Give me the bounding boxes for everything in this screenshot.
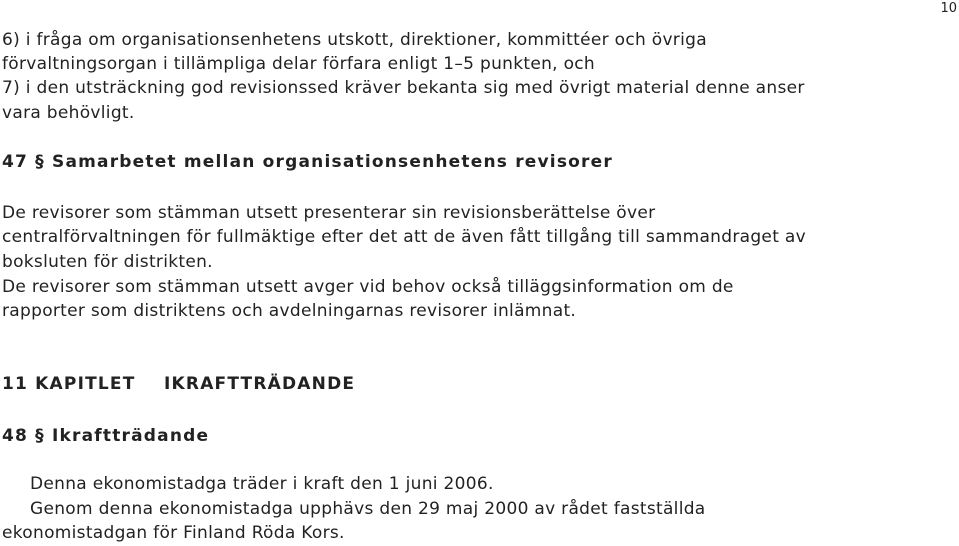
- intro-line: vara behövligt.: [2, 103, 135, 123]
- intro-line: 7) i den utsträckning god revisionssed kräver bekanta sig med övrigt material denne anser: [2, 78, 805, 98]
- section-48-paragraph-line: Genom denna ekonomistadga upphävs den 29 maj 2000 av rådet fastställda: [30, 499, 706, 519]
- section-48-heading: 48 § Ikraftträdande: [2, 426, 210, 446]
- intro-line: 6) i fråga om organisationsenhetens utskott, direktioner, kommittéer och övriga: [2, 30, 707, 50]
- section-47-heading: 47 § Samarbetet mellan organisationsenhetens revisorer: [2, 152, 613, 172]
- section-47-paragraph-line: boksluten för distrikten.: [2, 252, 213, 272]
- section-48-paragraph-line: ekonomistadgan för Finland Röda Kors.: [2, 523, 345, 543]
- intro-line: förvaltningsorgan i tillämpliga delar förfara enligt 1–5 punkten, och: [2, 54, 595, 74]
- section-47-paragraph-line: centralförvaltningen för fullmäktige efter det att de även fått tillgång till sammandraget av: [2, 227, 806, 247]
- page-number: 10: [940, 1, 957, 16]
- chapter-11-heading: 11 KAPITLET IKRAFTTRÄDANDE: [2, 374, 356, 394]
- section-47-paragraph-line: De revisorer som stämman utsett avger vid behov också tilläggsinformation om de: [2, 277, 734, 297]
- section-47-paragraph-line: rapporter som distriktens och avdelningarnas revisorer inlämnat.: [2, 301, 577, 321]
- section-48-paragraph-line: Denna ekonomistadga träder i kraft den 1 juni 2006.: [30, 474, 494, 494]
- section-47-paragraph-line: De revisorer som stämman utsett presenterar sin revisionsberättelse över: [2, 203, 656, 223]
